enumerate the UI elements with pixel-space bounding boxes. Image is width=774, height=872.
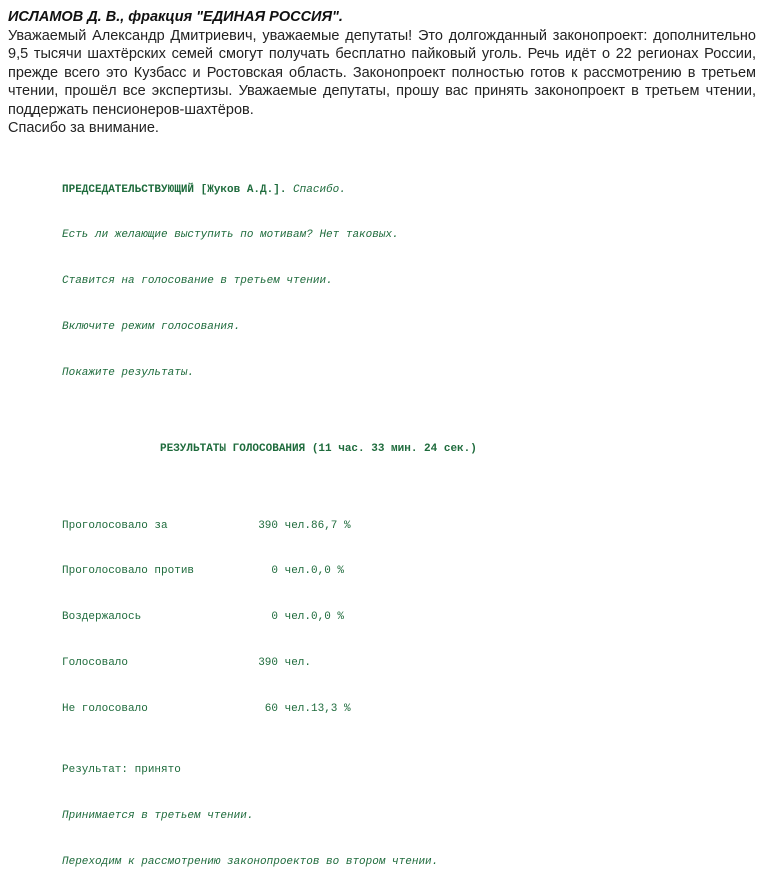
chair-name: ПРЕДСЕДАТЕЛЬСТВУЮЩИЙ [Жуков А.Д.]. xyxy=(62,183,287,196)
result-row-not-voted xyxy=(62,702,762,717)
chair-thanks: Спасибо. xyxy=(293,183,346,196)
speech-paragraph: Уважаемый Александр Дмитриевич, уважаемые депутаты! Это долгожданный законопроект: дополнительно 9,5 тысячи шахтёрских семей смогут получать бесплатно пайковый уголь. Речь идёт о 22 регионах России, прежде всего это Кузбасс и Ростовская область. Законопроект полностью готов к рассмотрению в третьем чтении, прошёл все экспертизы. Уважаемые депутаты, прошу вас принять законопроект в третьем чтении, поддержать пенсионеров-шахтёров. xyxy=(8,27,756,118)
speech-block xyxy=(8,8,756,138)
chair-remark: Покажите результаты. xyxy=(62,367,195,380)
chair-line xyxy=(62,183,762,198)
result-count: 390 чел. xyxy=(258,519,311,532)
chair-remark: Ставится на голосование в третьем чтении. xyxy=(62,275,333,288)
chair-remark: Включите режим голосования. xyxy=(62,321,241,334)
result-count: 390 чел. xyxy=(258,657,311,670)
result-row-for xyxy=(62,519,762,534)
result-count: 0 чел. xyxy=(271,565,311,578)
result-count: 0 чел. xyxy=(271,611,311,624)
result-row-voted xyxy=(62,656,762,671)
result-label: Проголосовало за xyxy=(62,519,168,532)
result-row-abstained xyxy=(62,610,762,625)
result-percent: 0,0 % xyxy=(311,565,345,578)
chair-remark: Есть ли желающие выступить по мотивам? Нет таковых. xyxy=(62,229,399,242)
result-percent: 86,7 % xyxy=(311,519,351,532)
result-percent: 13,3 % xyxy=(311,703,351,716)
result-label: Голосовало xyxy=(62,657,129,670)
result-percent: 0,0 % xyxy=(311,611,345,624)
speech-closing: Спасибо за внимание. xyxy=(8,120,159,136)
session-transcript xyxy=(62,152,762,872)
result-row-against xyxy=(62,564,762,579)
speaker-heading: ИСЛАМОВ Д. В., фракция "ЕДИНАЯ РОССИЯ". xyxy=(8,9,343,25)
closing-remark: Принимается в третьем чтении. xyxy=(62,810,254,823)
result-label: Проголосовало против xyxy=(62,565,195,578)
result-outcome: Результат: принято xyxy=(62,764,181,777)
result-label: Не голосовало xyxy=(62,703,148,716)
result-count: 60 чел. xyxy=(264,703,311,716)
closing-remark: Переходим к рассмотрению законопроектов во втором чтении. xyxy=(62,856,439,869)
result-label: Воздержалось xyxy=(62,611,142,624)
voting-results-title: РЕЗУЛЬТАТЫ ГОЛОСОВАНИЯ (11 час. 33 мин. 24 сек.) xyxy=(160,443,477,456)
